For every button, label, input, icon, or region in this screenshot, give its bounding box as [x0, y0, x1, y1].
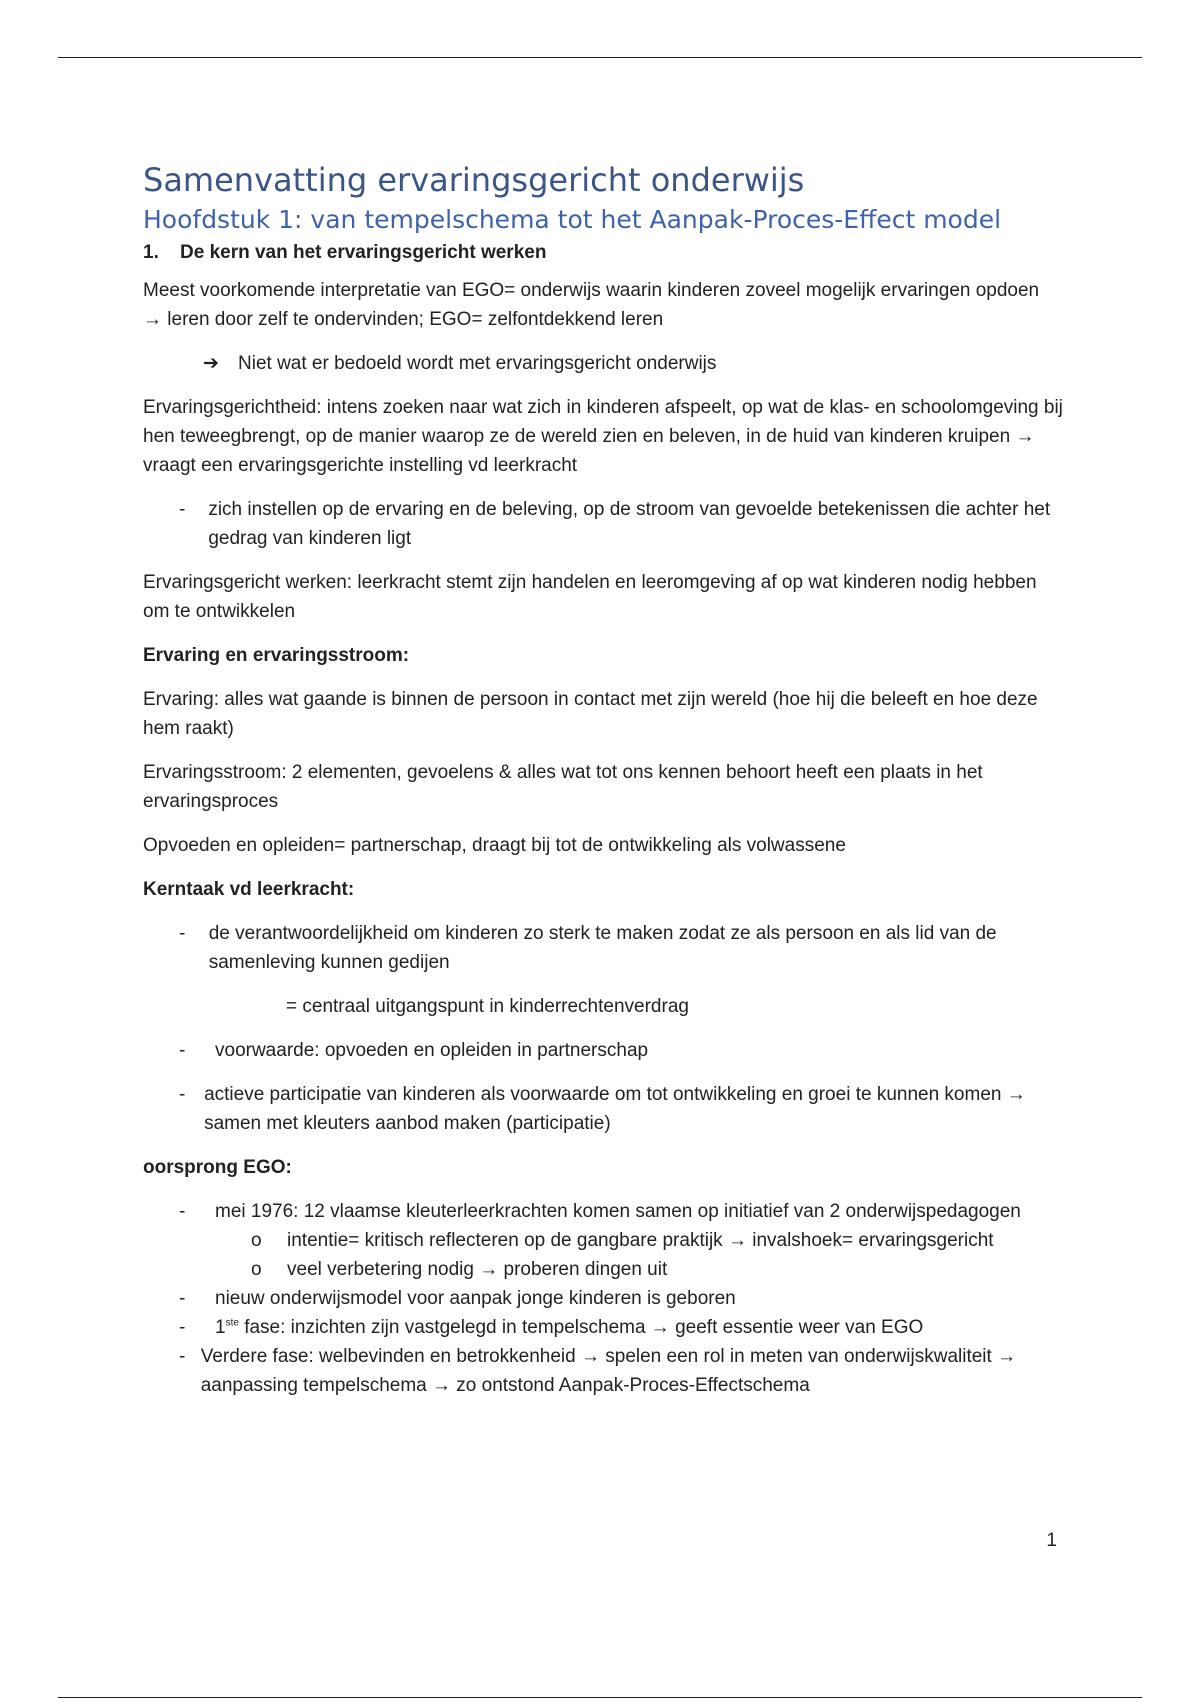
paragraph-ervaring: Ervaring: alles wat gaande is binnen de persoon in contact met zijn wereld (hoe hij die beleeft en hoe deze hem raakt) [143, 689, 1038, 739]
dash-bullet: - [179, 1288, 186, 1309]
dash-bullet: - [179, 1346, 186, 1367]
list-item-text: nieuw onderwijsmodel voor aanpak jonge kinderen is geboren [215, 1288, 736, 1309]
list-item-rest: fase: inzichten zijn vastgelegd in tempelschema → geeft essentie weer van EGO [238, 1317, 924, 1338]
section-number: 1. [143, 242, 159, 263]
sub-list-item [251, 1255, 1063, 1284]
dash-bullet: - [179, 923, 186, 944]
paragraph-ego-interpretation: Meest voorkomende interpretatie van EGO= onderwijs waarin kinderen zoveel mogelijk ervaringen opdoen → leren door zelf te ondervinden; EGO= zelfontdekkend leren [143, 280, 1040, 330]
document-body [143, 160, 1063, 1400]
list-item [179, 1036, 1063, 1065]
paragraph-ervaringsgericht-werken: Ervaringsgericht werken: leerkracht stemt zijn handelen en leeromgeving af op wat kinderen nodig hebben om te ontwikkelen [143, 572, 1037, 622]
dash-bullet: - [179, 1317, 186, 1338]
list-item-text: actieve participatie van kinderen als voorwaarde om tot ontwikkeling en groei te kunnen komen → samen met kleuters aanbod maken (participatie) [204, 1084, 1026, 1134]
circle-bullet: o [251, 1230, 262, 1251]
dash-bullet: - [179, 499, 186, 520]
document-title: Samenvatting ervaringsgericht onderwijs [143, 161, 805, 199]
equation-note: = centraal uitgangspunt in kinderrechtenverdrag [286, 996, 689, 1017]
sub-list-item-text: intentie= kritisch reflecteren op de gangbare praktijk → invalshoek= ervaringsgericht [287, 1230, 994, 1251]
list-item-text: zich instellen op de ervaring en de beleving, op de stroom van gevoelde betekenissen die achter het gedrag van kinderen ligt [208, 499, 1051, 549]
list-item-text: voorwaarde: opvoeden en opleiden in partnerschap [215, 1040, 649, 1061]
chapter-heading: Hoofdstuk 1: van tempelschema tot het Aanpak-Proces-Effect model [143, 205, 1002, 234]
arrow-icon: ➔ [203, 353, 219, 374]
dash-bullet: - [179, 1201, 186, 1222]
arrow-item [203, 349, 1063, 378]
heading-ervaring: Ervaring en ervaringsstroom: [143, 645, 410, 666]
section-label: De kern van het ervaringsgericht werken [180, 242, 547, 263]
paragraph-ervaringsstroom: Ervaringsstroom: 2 elementen, gevoelens & alles wat tot ons kennen behoort heeft een plaats in het ervaringsproces [143, 762, 983, 812]
list-item [179, 1313, 1063, 1342]
list-item [179, 1197, 1063, 1226]
list-item-text: de verantwoordelijkheid om kinderen zo sterk te maken zodat ze als persoon en als lid van de samenleving kunnen gedijen [208, 923, 997, 973]
list-item [179, 495, 1063, 553]
list-item [179, 1284, 1063, 1313]
heading-oorsprong: oorsprong EGO: [143, 1157, 292, 1178]
page-number: 1 [1046, 1530, 1057, 1551]
list-item [179, 1342, 1063, 1400]
list-item-text: mei 1976: 12 vlaamse kleuterleerkrachten komen samen op initiatief van 2 onderwijspedagogen [215, 1201, 1021, 1222]
list-item-text: Verdere fase: welbevinden en betrokkenheid → spelen een rol in meten van onderwijskwaliteit → aanpassing tempelschema → zo ontstond Aanpak-Proces-Effectschema [200, 1346, 1017, 1396]
paragraph-ervaringsgerichtheid: Ervaringsgerichtheid: intens zoeken naar wat zich in kinderen afspeelt, op wat de klas- en schoolomgeving bij hen teweegbrengt, op de manier waarop ze de wereld zien en beleven, in de huid van kinderen kruipen → vraagt een ervaringsgerichte instelling vd leerkracht [143, 397, 1063, 476]
arrow-item-text: Niet wat er bedoeld wordt met ervaringsgericht onderwijs [238, 353, 717, 374]
top-rule [58, 57, 1142, 58]
heading-kerntaak: Kerntaak vd leerkracht: [143, 879, 355, 900]
sub-list-item-text: veel verbetering nodig → proberen dingen uit [287, 1259, 668, 1280]
dash-bullet: - [179, 1040, 186, 1061]
circle-bullet: o [251, 1259, 262, 1280]
ordinal-number: 1 [215, 1317, 226, 1338]
bottom-rule [58, 1697, 1142, 1698]
section-heading [143, 242, 1063, 264]
dash-bullet: - [179, 1084, 186, 1105]
paragraph-opvoeden: Opvoeden en opleiden= partnerschap, draagt bij tot de ontwikkeling als volwassene [143, 835, 846, 856]
list-item [179, 1080, 1063, 1138]
list-item-text [215, 1313, 923, 1342]
sub-list-item [251, 1226, 1063, 1255]
ordinal-suffix: ste [225, 1317, 239, 1329]
list-item [179, 919, 1063, 977]
